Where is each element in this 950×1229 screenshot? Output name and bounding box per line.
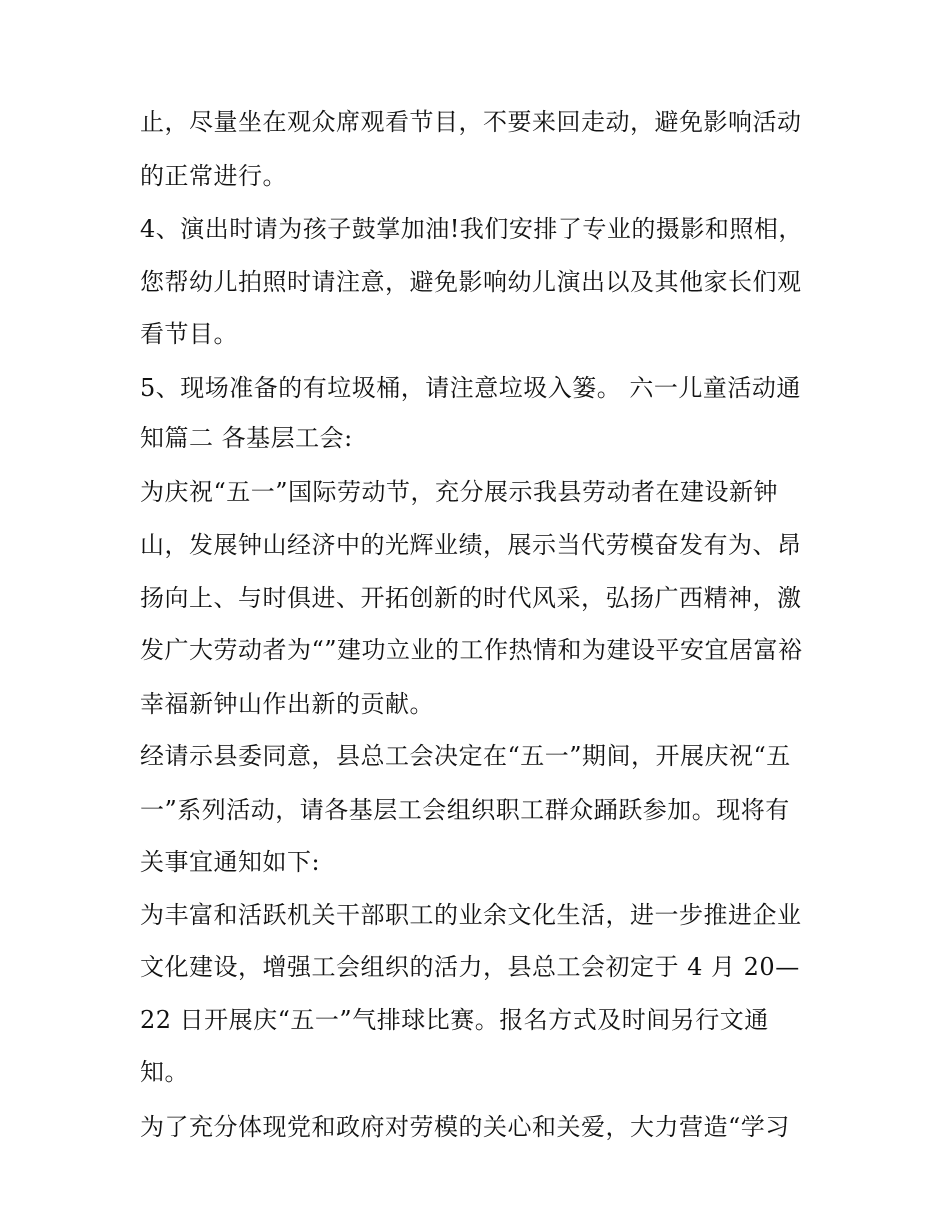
text-line: 22 日开展庆“五一”气排球比赛。报名方式及时间另行文通: [140, 1006, 769, 1034]
text-line: 扬向上、与时俱进、开拓创新的时代风采，弘扬广西精神，激: [140, 584, 802, 612]
text-line: 您帮幼儿拍照时请注意，避免影响幼儿演出以及其他家长们观: [140, 268, 802, 296]
text-line: 为丰富和活跃机关干部职工的业余文化生活，进一步推进企业: [140, 901, 802, 929]
text-line: 看节目。: [140, 320, 238, 348]
text-line: 山，发展钟山经济中的光辉业绩，展示当代劳模奋发有为、昂: [140, 531, 802, 559]
text-line: 幸福新钟山作出新的贡献。: [140, 690, 434, 718]
text-line: 关事宜通知如下:: [140, 848, 321, 876]
text-line: 一”系列活动，请各基层工会组织职工群众踊跃参加。现将有: [140, 796, 790, 824]
text-line: 发广大劳动者为“”建功立业的工作热情和为建设平安宜居富裕: [140, 636, 803, 664]
text-line: 4、演出时请为孩子鼓掌加油!我们安排了专业的摄影和照相，: [140, 215, 803, 243]
text-line: 为庆祝“五一”国际劳动节，充分展示我县劳动者在建设新钟: [140, 478, 779, 506]
text-line: 5、现场准备的有垃圾桶，请注意垃圾入篓。 六一儿童活动通: [140, 374, 801, 402]
text-line: 为了充分体现党和政府对劳模的关心和关爱，大力营造“学习: [140, 1113, 790, 1141]
text-line: 经请示县委同意，县总工会决定在“五一”期间，开展庆祝“五: [140, 742, 791, 770]
text-line: 文化建设，增强工会组织的活力，县总工会初定于 4 月 20—: [140, 953, 800, 981]
text-line: 知。: [140, 1058, 189, 1086]
text-line: 止，尽量坐在观众席观看节目，不要来回走动，避免影响活动: [140, 108, 802, 136]
text-line: 的正常进行。: [140, 162, 287, 190]
text-line: 知篇二 各基层工会:: [140, 424, 353, 452]
